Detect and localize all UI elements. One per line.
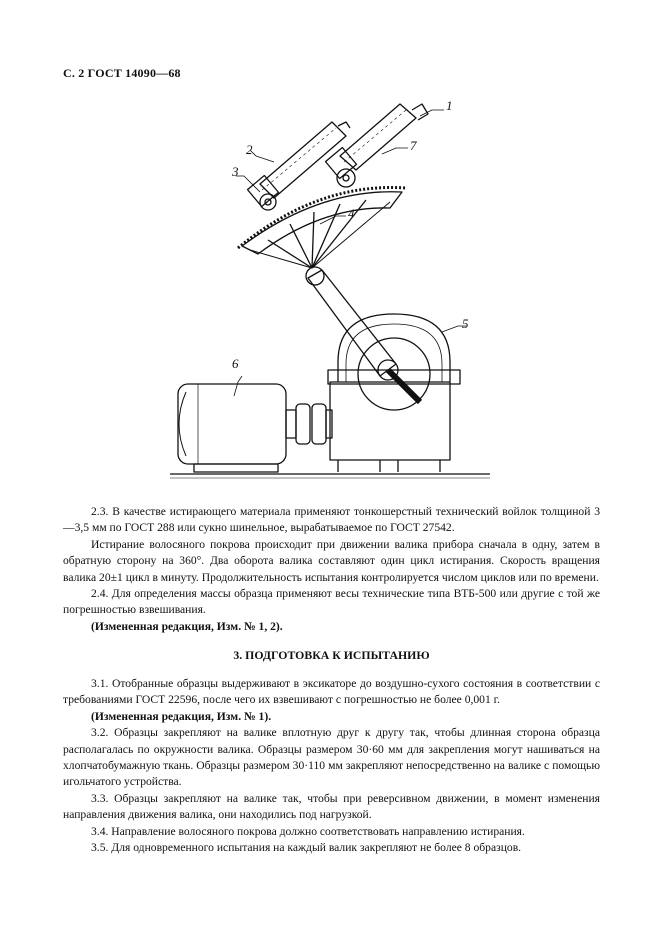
callout-2: 2 (246, 142, 253, 157)
callout-1: 1 (446, 98, 453, 113)
toothed-arc (238, 188, 406, 249)
section-3-title: 3. ПОДГОТОВКА К ИСПЫТАНИЮ (233, 648, 430, 662)
apparatus-drawing (150, 92, 520, 484)
section-3-body (63, 676, 600, 856)
paragraph-2-4: 2.4. Для определения массы образца применяют весы технические типа ВТБ-500 или другие с той же погрешностью взвешивания. (63, 587, 600, 617)
callout-4: 4 (348, 206, 355, 221)
paragraph-2-3: 2.3. В качестве истирающего материала применяют тонкошерстный технический войлок толщиной 3—3,5 мм по ГОСТ 288 или сукно шинельное, вырабатываемое по ГОСТ 27542. (63, 505, 600, 535)
right-roller-end (326, 148, 357, 179)
apparatus-figure (150, 92, 520, 484)
motor-body (178, 384, 286, 464)
rod-pivot-top (306, 267, 324, 285)
callout-5: 5 (462, 316, 469, 331)
callout-7: 7 (410, 138, 417, 153)
paragraph-3-2: 3.2. Образцы закрепляют на валике вплотную друг к другу так, чтобы длинная сторона образца располагалась по окружности валика. Образцы размером 30·60 мм для закрепления могут нашиваться на хлопчатобумажную ткань. Образцы размером 30·110 мм закрепляют непосредственно на валике с помощью игольчатого устройства. (63, 726, 600, 789)
amendment-note-1: (Измененная редакция, Изм. № 1). (91, 709, 272, 723)
left-roller-end (248, 176, 279, 207)
right-roller (340, 104, 416, 170)
paragraph-3-3: 3.3. Образцы закрепляют на валике так, чтобы при реверсивном движении, в момент изменения направления движения валика, они находились под нагрузкой. (63, 791, 600, 822)
connecting-rod (308, 270, 396, 376)
paragraph-3-4: 3.4. Направление волосяного покрова должно соответствовать направлению истирания. (91, 824, 525, 838)
paragraph-abrasion: Истирание волосяного покрова происходит при движении валика прибора сначала в одну, затем в обратную сторону на 360°. Два оборота валика составляют один цикл истирания. Скорость вращения валика 20±1 цикл в минуту. Продолжительность испытания контролируется числом циклов или по времени. (63, 537, 600, 584)
base-frame (330, 382, 450, 460)
page-header: С. 2 ГОСТ 14090—68 (63, 66, 181, 80)
callout-6: 6 (232, 356, 239, 371)
callout-3: 3 (232, 164, 239, 179)
amendment-note-1-2: (Измененная редакция, Изм. № 1, 2). (91, 619, 283, 633)
paragraph-3-1: 3.1. Отобранные образцы выдерживают в эксикаторе до воздушно-сухого состояния в соответствии с требованиями ГОСТ 22596, после чего их взвешивают с погрешностью не более 0,001 г. (63, 677, 600, 707)
coupling (296, 404, 310, 444)
section-2-body (63, 504, 600, 635)
paragraph-3-5: 3.5. Для одновременного испытания на каждый валик закрепляют не более 8 образцов. (91, 841, 522, 855)
